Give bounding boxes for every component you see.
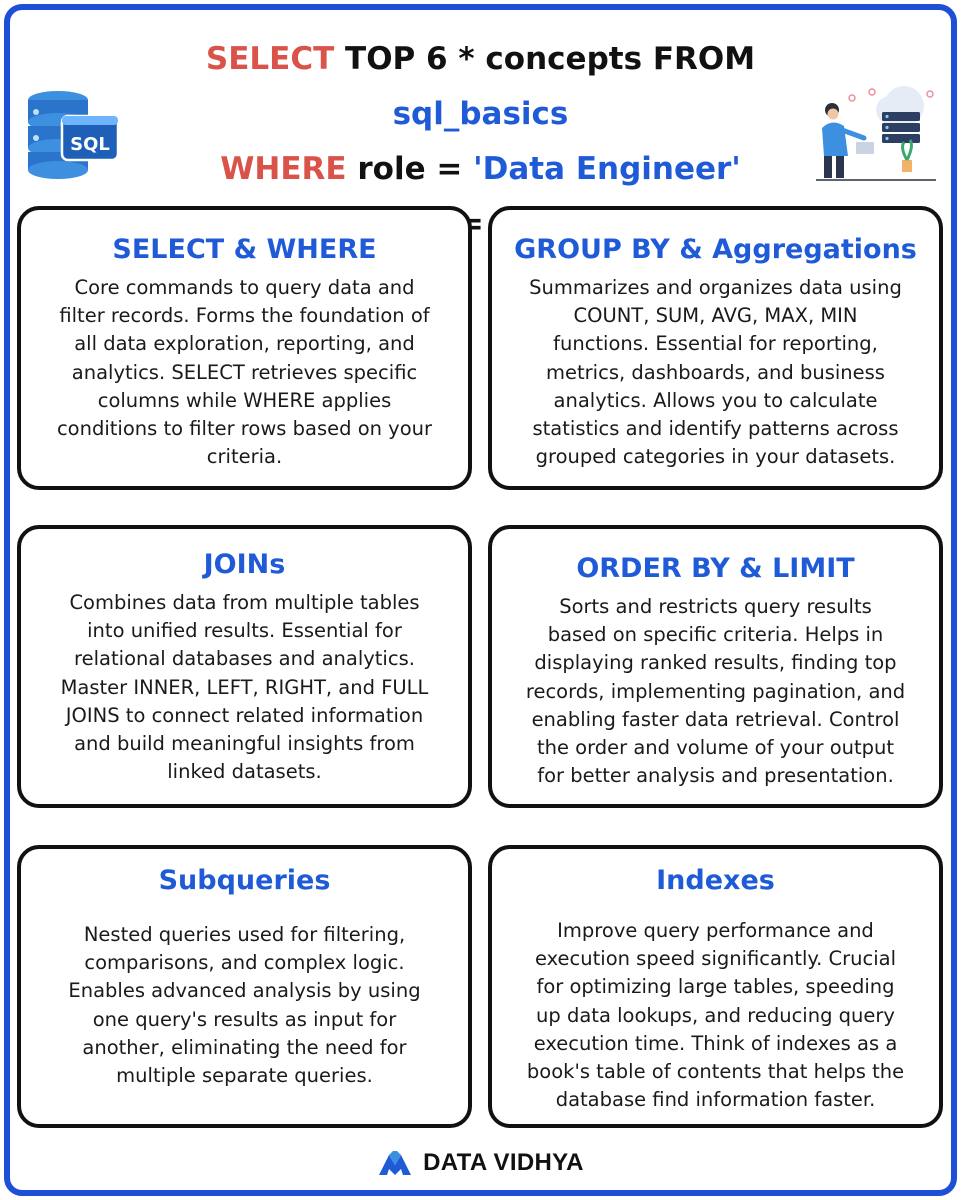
card-description [500, 917, 931, 1114]
card-title: Subqueries [158, 865, 331, 896]
card-line: comparisons, and complex logic. [84, 951, 405, 975]
card-line: columns while WHERE applies [97, 388, 392, 412]
card-line: grouped categories in your datasets. [535, 445, 896, 469]
card-line: linked datasets. [167, 760, 322, 784]
card-line: for optimizing large tables, speeding [536, 975, 895, 999]
title-line-2 [120, 142, 841, 197]
title-text: role = [346, 151, 474, 187]
card-line: and build meaningful insights from [74, 732, 415, 756]
concept-card-joins [17, 525, 472, 808]
concept-card-select-where [17, 206, 472, 490]
card-line: JOINS to connect related information [65, 703, 424, 727]
database-sql-icon [22, 84, 122, 184]
title-line-1 [120, 32, 841, 142]
card-line: Master INNER, LEFT, RIGHT, and FULL [60, 675, 429, 699]
card-title: GROUP BY & Aggregations [514, 234, 917, 265]
card-line: COUNT, SUM, AVG, MAX, MIN [573, 304, 858, 328]
data-vidhya-logo-icon [377, 1149, 413, 1177]
card-description [500, 274, 931, 471]
card-line: records, implementing pagination, and [525, 679, 906, 703]
concept-card-subqueries [17, 845, 472, 1128]
title-role-value: 'Data Engineer' [473, 151, 741, 187]
footer-brand [0, 1145, 961, 1181]
card-line: all data exploration, reporting, and [74, 332, 415, 356]
card-description [29, 274, 460, 471]
concept-card-group-by [488, 206, 943, 490]
card-line: Nested queries used for filtering, [83, 923, 406, 946]
card-line: Summarizes and organizes data using [529, 276, 902, 299]
card-title: ORDER BY & LIMIT [576, 553, 855, 584]
card-line: Core commands to query data and [74, 276, 415, 299]
card-description [29, 589, 460, 786]
card-line: up data lookups, and reducing query [536, 1003, 895, 1027]
card-line: one query's results as input for [92, 1007, 397, 1031]
card-line: enabling faster data retrieval. Control [531, 707, 900, 731]
person-server-icon [812, 84, 940, 186]
card-line: displaying ranked results, finding top [534, 651, 897, 675]
card-line: Combines data from multiple tables [69, 591, 420, 614]
card-line: the order and volume of your output [536, 736, 895, 760]
card-line: conditions to filter rows based on your [56, 417, 433, 441]
card-line: multiple separate queries. [116, 1064, 373, 1088]
sql-label: SQL [70, 134, 110, 155]
card-line: execution time. Think of indexes as a [533, 1031, 898, 1055]
card-line: analytics. SELECT retrieves specific [71, 360, 418, 384]
title-table-name: sql_basics [392, 96, 569, 132]
card-line: Enables advanced analysis by using [68, 979, 421, 1003]
card-line: relational databases and analytics. [74, 647, 415, 671]
card-line: metrics, dashboards, and business [546, 360, 885, 384]
card-description [29, 921, 460, 1090]
card-title: SELECT & WHERE [112, 234, 377, 265]
brand-name: DATA VIDHYA [423, 1149, 584, 1176]
card-line: based on specific criteria. Helps in [547, 623, 884, 647]
title-keyword-where: WHERE [220, 151, 347, 187]
concept-card-indexes [488, 845, 943, 1128]
card-line: book's table of contents that helps the [526, 1060, 905, 1084]
card-line: execution speed significantly. Crucial [534, 947, 897, 971]
card-title: JOINs [203, 549, 286, 580]
card-line: statistics and identify patterns across [532, 417, 899, 441]
card-line: Improve query performance and [557, 919, 874, 942]
card-title: Indexes [656, 865, 775, 896]
card-line: another, eliminating the need for [82, 1035, 407, 1059]
card-line: Sorts and restricts query results [559, 595, 872, 618]
title-keyword-select: SELECT [205, 41, 335, 77]
card-line: analytics. Allows you to calculate [553, 388, 878, 412]
card-line: filter records. Forms the foundation of [59, 304, 430, 328]
title-text: TOP 6 * concepts FROM [334, 41, 756, 77]
card-line: criteria. [206, 445, 283, 469]
card-line: into unified results. Essential for [87, 619, 402, 643]
card-description [500, 593, 931, 790]
card-line: database find information faster. [555, 1088, 876, 1112]
card-line: functions. Essential for reporting, [553, 332, 878, 356]
concept-card-order-by [488, 525, 943, 808]
card-line: for better analysis and presentation. [537, 764, 894, 788]
